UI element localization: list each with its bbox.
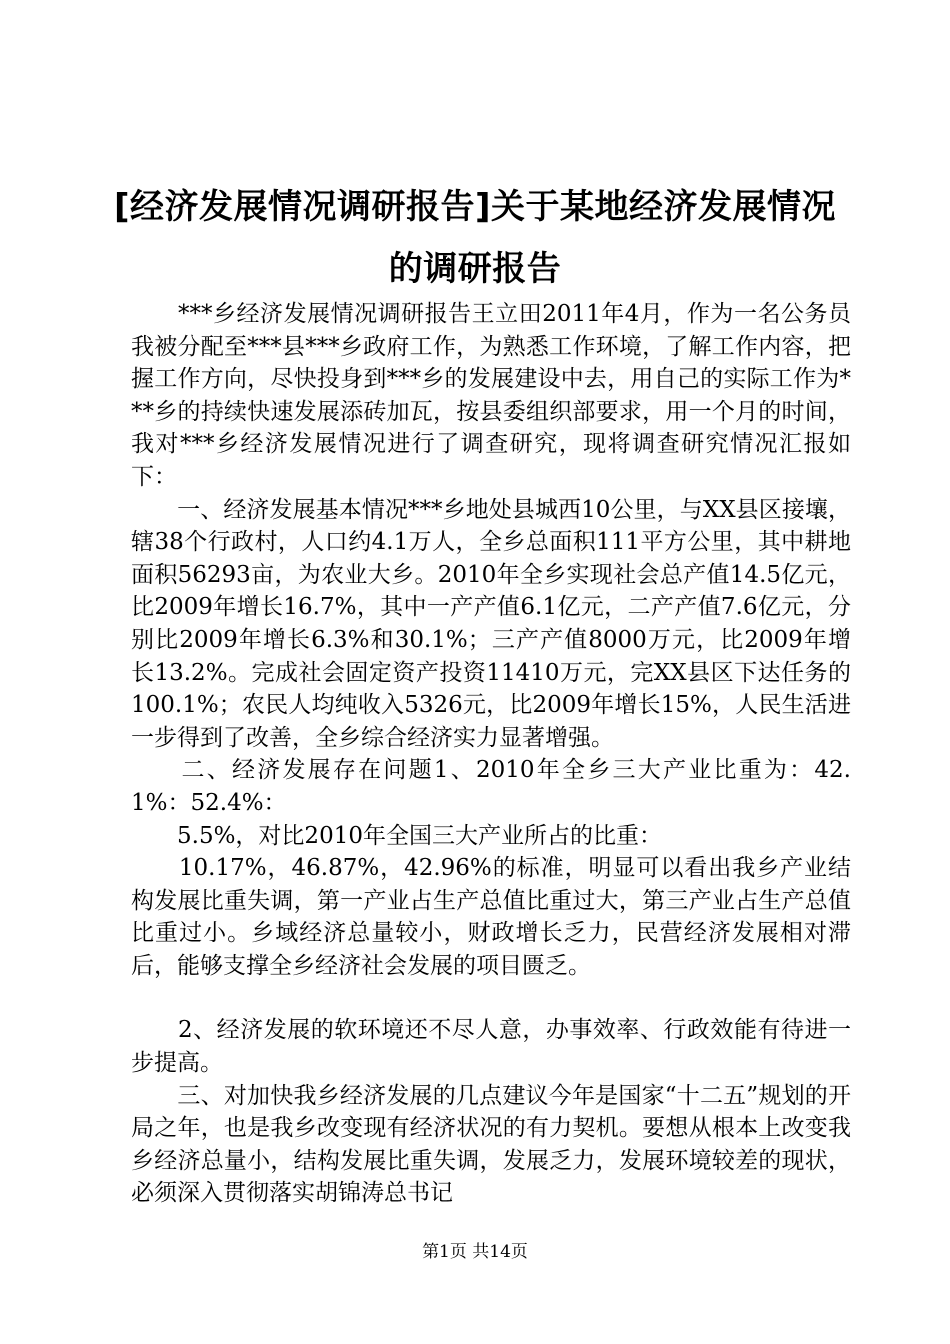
paragraph-intro: ***乡经济发展情况调研报告王立田2011年4月，作为一名公务员我被分配至***县***乡政府工作，为熟悉工作环境，了解工作内容，把握工作方向，尽快投身到***乡的发展建设中去，用自己的实际工作为***乡的持续快速发展添砖加瓦，按县委组织部要求，用一个月的时间，我对***乡经济发展情况进行了调查研究，现将调查研究情况汇报如下： <box>131 301 851 490</box>
paragraph-spacer <box>131 982 851 1014</box>
paragraph-suggestions: 三、对加快我乡经济发展的几点建议今年是国家“十二五”规划的开局之年，也是我乡改变现有经济状况的有力契机。要想从根本上改变我乡经济总量小，结构发展比重失调，发展乏力，发展环境较差的现状，必须深入贯彻落实胡锦涛总书记 <box>131 1082 851 1207</box>
paragraph-problems-detail: 10.17%，46.87%，42.96%的标准，明显可以看出我乡产业结构发展比重失调，第一产业占生产总值比重过大，第三产业占生产总值比重过小。乡域经济总量较小，财政增长乏力，民营经济发展相对滞后，能够支撑全乡经济社会发展的项目匮乏。 <box>131 855 851 979</box>
paragraph-basic-situation: 一、经济发展基本情况***乡地处县城西10公里，与XX县区接壤，辖38个行政村，人口约4.1万人，全乡总面积111平方公里，其中耕地面积56293亩，为农业大乡。2010年全乡实现社会总产值14.5亿元，比2009年增长16.7%，其中一产产值6.1亿元，二产产值7.6亿元，分别比2009年增长6.3%和30.1%；三产产值8000万元，比2009年增长13.2%。完成社会固定资产投资11410万元，完XX县区下达任务的100.1%；农民人均纯收入5326元，比2009年增长15%，人民生活进一步得到了改善，全乡综合经济实力显著增强。 <box>131 496 851 751</box>
document-title: [经济发展情况调研报告]关于某地经济发展情况的调研报告 <box>113 187 837 289</box>
document-body <box>131 298 851 1210</box>
paragraph-problems-ratio: 5.5%，对比2010年全国三大产业所占的比重： <box>131 822 662 849</box>
paragraph-problems-heading: 二、经济发展存在问题1、2010年全乡三大产业比重为：42.1%：52.4%： <box>131 757 851 816</box>
paragraph-soft-environment: 2、经济发展的软环境还不尽人意，办事效率、行政效能有待进一步提高。 <box>131 1017 851 1077</box>
page-number-footer: 第1页 共14页 <box>422 1242 528 1262</box>
